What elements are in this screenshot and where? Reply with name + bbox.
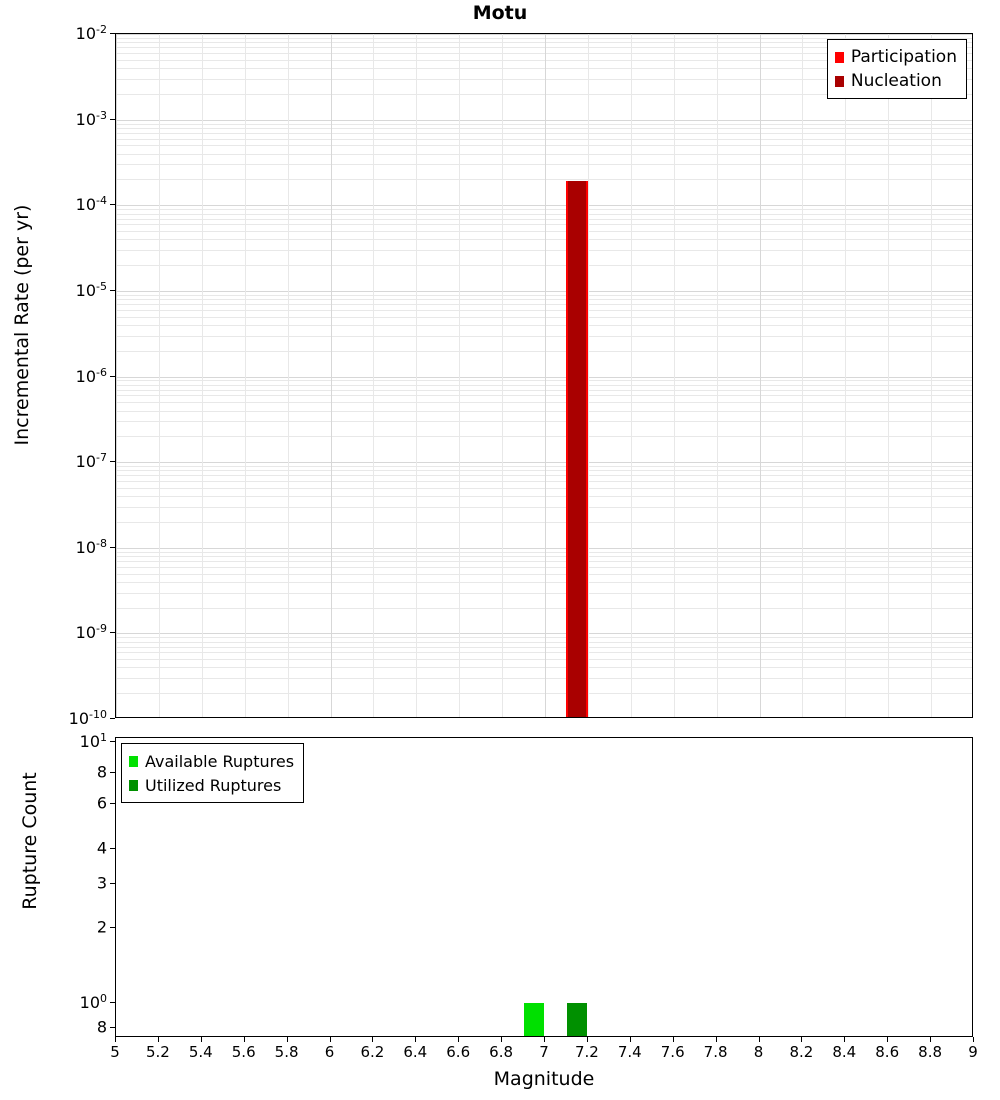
y-tick-mark [110,33,115,34]
x-tick-mark [115,1037,116,1042]
y-tick-mark [110,741,115,742]
bottom-legend [121,743,304,803]
x-tick-label: 6.2 [360,1043,385,1061]
y-tick-label: 2 [96,917,107,937]
x-tick-mark [158,1037,159,1042]
legend-item-nucleation [835,69,957,93]
y-tick-label: $10^{-8}$ [75,536,107,557]
y-tick-mark [110,1027,115,1028]
x-tick-mark [759,1037,760,1042]
y-tick-label: $10^{-3}$ [75,108,107,129]
x-tick-mark [244,1037,245,1042]
gridline-vertical [760,34,761,717]
gridline-vertical [845,34,846,717]
legend-item-utilized-ruptures [129,773,294,797]
y-tick-label: $10^{-2}$ [75,22,107,44]
rupture-count-plot-area [115,737,973,1037]
y-tick-label: 8 [96,762,107,782]
gridline-vertical [459,34,460,717]
nucleation-color-swatch [835,76,844,87]
gridline-vertical [502,34,503,717]
x-tick-mark [801,1037,802,1042]
gridline-vertical [288,34,289,717]
y-tick-mark [110,848,115,849]
x-tick-label: 5.4 [188,1043,213,1061]
y-tick-label: $10^{-10}$ [68,707,107,729]
x-tick-label: 7 [539,1043,549,1061]
gridline-vertical [717,34,718,717]
x-axis-label: Magnitude [493,1068,595,1090]
gridline-vertical [202,34,203,717]
gridline-vertical [931,34,932,717]
available-ruptures-color-swatch [129,756,138,767]
x-tick-mark [415,1037,416,1042]
y-tick-label: 4 [96,838,107,858]
x-tick-label: 8.8 [918,1043,943,1061]
x-tick-mark [501,1037,502,1042]
x-tick-label: 7.4 [617,1043,642,1061]
gridline-vertical [802,34,803,717]
x-tick-label: 7.8 [703,1043,728,1061]
x-tick-label: 6.8 [489,1043,514,1061]
x-tick-mark [201,1037,202,1042]
gridline-vertical [331,34,332,717]
y-tick-label: $10^0$ [79,991,107,1013]
bar-available-ruptures [524,1003,544,1037]
x-tick-label: 5 [110,1043,120,1061]
bottom-y-axis-label: Rupture Count [19,772,41,910]
x-tick-mark [844,1037,845,1042]
y-tick-mark [110,803,115,804]
legend-item-available-ruptures [129,749,294,773]
y-tick-mark [110,376,115,377]
gridline-vertical [674,34,675,717]
bar-utilized-ruptures [567,1003,587,1037]
y-tick-label: $10^1$ [79,730,107,752]
y-tick-label: 6 [96,793,107,813]
x-tick-mark [458,1037,459,1042]
x-tick-mark [287,1037,288,1042]
x-tick-label: 8.2 [789,1043,814,1061]
y-tick-label: $10^{-9}$ [75,622,107,643]
y-tick-mark [110,1002,115,1003]
y-tick-label: 8 [96,1017,107,1037]
legend-label-nucleation: Nucleation [850,71,942,91]
x-tick-mark [716,1037,717,1042]
x-tick-mark [544,1037,545,1042]
x-tick-mark [673,1037,674,1042]
x-tick-label: 9 [968,1043,978,1061]
x-tick-label: 8.6 [875,1043,900,1061]
y-tick-label: 3 [96,873,107,893]
x-tick-label: 8 [753,1043,764,1061]
chart-title: Motu [472,2,528,24]
x-tick-mark [887,1037,888,1042]
y-tick-mark [110,772,115,773]
x-tick-label: 8.4 [832,1043,857,1061]
x-tick-label: 5.6 [231,1043,256,1061]
y-tick-mark [110,547,115,548]
y-tick-label: $10^{-6}$ [75,365,107,386]
gridline-vertical [888,34,889,717]
y-tick-mark [110,204,115,205]
y-tick-mark [110,927,115,928]
gridline-vertical [373,34,374,717]
gridline-vertical [545,34,546,717]
y-tick-mark [110,461,115,462]
y-tick-mark [110,718,115,719]
legend-item-participation [835,45,957,69]
y-tick-label: $10^{-5}$ [75,279,107,301]
x-tick-mark [930,1037,931,1042]
x-tick-label: 5.2 [145,1043,170,1061]
legend-label-utilized-ruptures: Utilized Ruptures [145,775,282,795]
top-y-axis-label: Incremental Rate (per yr) [11,204,33,446]
participation-color-swatch [835,52,844,63]
x-tick-label: 7.6 [660,1043,685,1061]
x-tick-label: 6.6 [446,1043,471,1061]
y-tick-mark [110,632,115,633]
gridline-vertical [631,34,632,717]
bar-nucleation [568,181,586,718]
y-tick-mark [110,290,115,291]
x-tick-mark [973,1037,974,1042]
legend-label-participation: Participation [850,47,957,67]
incremental-rate-plot-area [115,33,973,718]
gridline-vertical [245,34,246,717]
x-tick-mark [330,1037,331,1042]
x-tick-mark [372,1037,373,1042]
x-tick-label: 5.8 [274,1043,299,1061]
y-tick-mark [110,119,115,120]
y-tick-label: $10^{-7}$ [75,450,107,472]
x-tick-mark [630,1037,631,1042]
gridline-vertical [159,34,160,717]
x-tick-label: 6.4 [403,1043,428,1061]
legend-label-available-ruptures: Available Ruptures [145,751,295,771]
y-tick-label: $10^{-4}$ [75,194,107,215]
x-tick-label: 6 [324,1043,335,1061]
y-tick-mark [110,883,115,884]
gridline-vertical [416,34,417,717]
x-tick-label: 7.2 [574,1043,599,1061]
x-tick-mark [587,1037,588,1042]
gridline-vertical [116,34,117,717]
top-legend [827,39,967,99]
utilized-ruptures-color-swatch [129,780,138,791]
